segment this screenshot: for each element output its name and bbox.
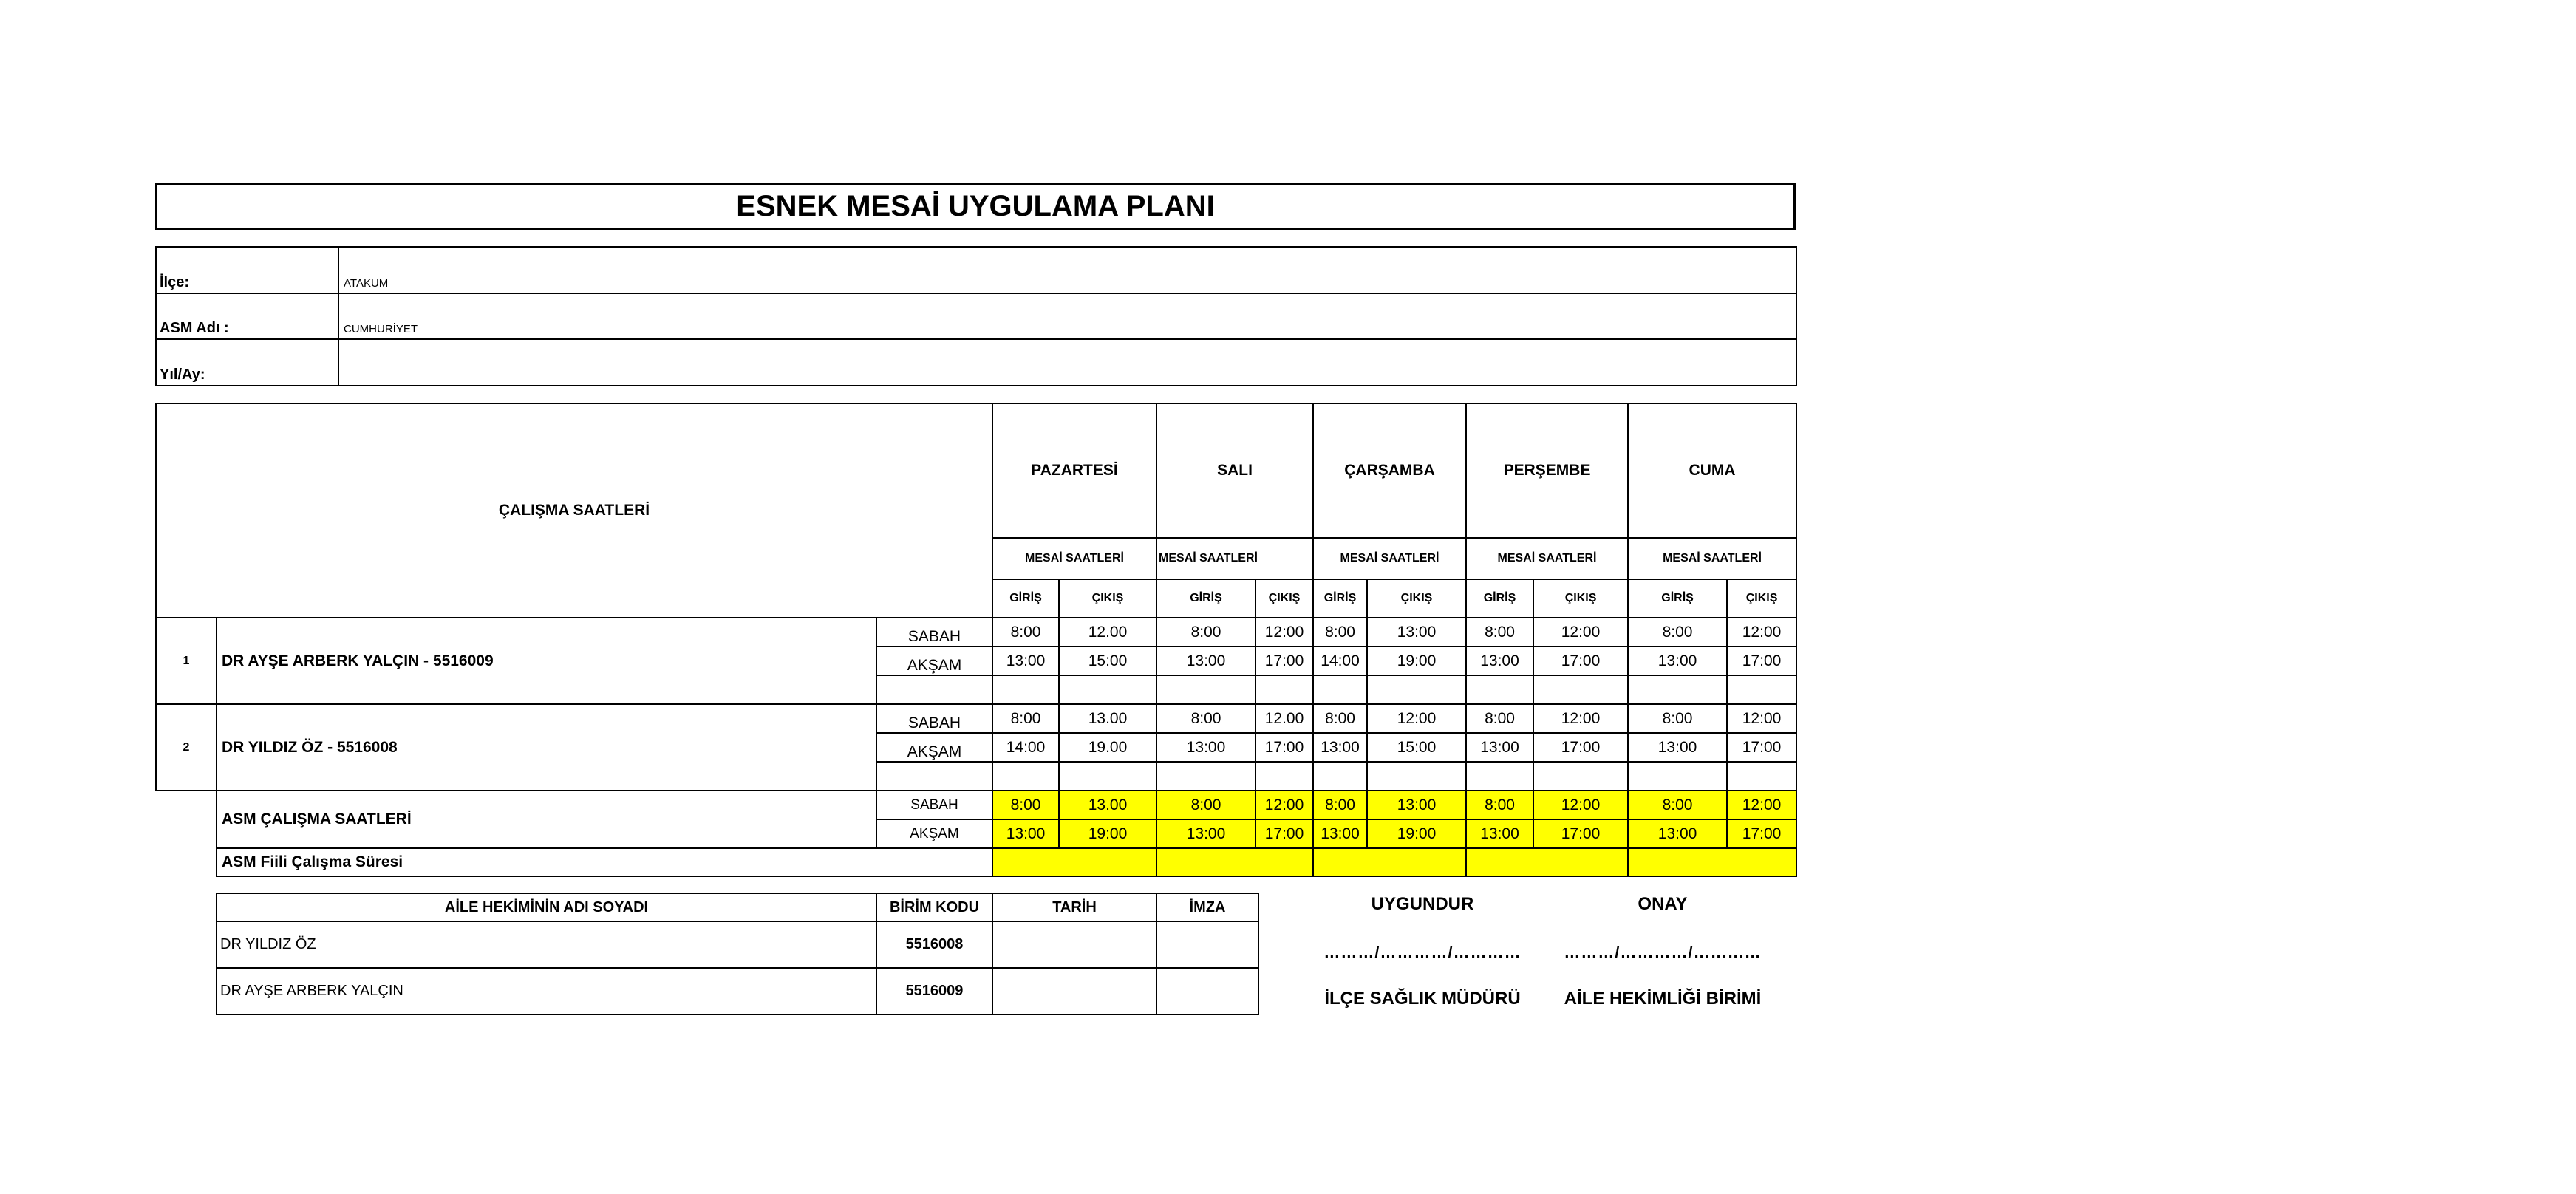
mesai-label: MESAİ SAATLERİ bbox=[1466, 538, 1628, 579]
time-cell: 8:00 bbox=[1156, 704, 1255, 733]
time-cell: 8:00 bbox=[1313, 704, 1367, 733]
time-cell: 13:00 bbox=[1628, 733, 1727, 762]
asm-time-cell: 8:00 bbox=[992, 791, 1059, 819]
asm-time-cell: 13:00 bbox=[992, 819, 1059, 848]
day-cuma: CUMA bbox=[1628, 403, 1796, 538]
time-cell: 19.00 bbox=[1059, 733, 1156, 762]
asm-time-cell: 8:00 bbox=[1466, 791, 1533, 819]
doctor-2-sabah-row bbox=[156, 704, 1796, 733]
asm-fiili-label: ASM Fiili Çalışma Süresi bbox=[217, 848, 992, 876]
time-cell: 19:00 bbox=[1367, 647, 1466, 675]
cikis-label: ÇIKIŞ bbox=[1533, 579, 1628, 618]
signature-row bbox=[217, 968, 1258, 1014]
day-sali: SALI bbox=[1156, 403, 1313, 538]
time-cell: 17:00 bbox=[1727, 733, 1796, 762]
time-cell: 8:00 bbox=[1628, 704, 1727, 733]
info-table bbox=[155, 246, 1797, 386]
aksam-label: AKŞAM bbox=[876, 647, 992, 675]
cikis-label: ÇIKIŞ bbox=[1367, 579, 1466, 618]
asm-sabah-row bbox=[156, 791, 1796, 819]
asm-label: ASM Adı : bbox=[156, 293, 338, 339]
time-cell: 12:00 bbox=[1255, 618, 1313, 647]
birim-kodu: 5516008 bbox=[876, 921, 992, 968]
asm-time-cell: 8:00 bbox=[1156, 791, 1255, 819]
time-cell: 14:00 bbox=[1313, 647, 1367, 675]
aksam-label: AKŞAM bbox=[876, 733, 992, 762]
asm-time-cell: 13:00 bbox=[1628, 819, 1727, 848]
calisma-saatleri-header: ÇALIŞMA SAATLERİ bbox=[156, 403, 992, 618]
yil-value bbox=[338, 339, 1796, 386]
time-cell: 13:00 bbox=[1156, 647, 1255, 675]
asm-time-cell: 13:00 bbox=[1367, 791, 1466, 819]
asm-time-cell: 12:00 bbox=[1533, 791, 1628, 819]
time-cell: 8:00 bbox=[1628, 618, 1727, 647]
doctor-number: 1 bbox=[156, 618, 217, 704]
schedule-table bbox=[155, 403, 1797, 877]
giris-label: GİRİŞ bbox=[1466, 579, 1533, 618]
doctor-name: DR YILDIZ ÖZ bbox=[217, 921, 876, 968]
time-cell: 13:00 bbox=[1466, 733, 1533, 762]
aksam-label: AKŞAM bbox=[876, 819, 992, 848]
asm-time-cell: 19:00 bbox=[1367, 819, 1466, 848]
time-cell: 12:00 bbox=[1367, 704, 1466, 733]
birim-label: AİLE HEKİMLİĞİ BİRİMİ bbox=[1564, 989, 1762, 1009]
asm-fiili-row bbox=[156, 848, 1796, 876]
mesai-label: MESAİ SAATLERİ bbox=[1313, 538, 1466, 579]
asm-time-cell: 19:00 bbox=[1059, 819, 1156, 848]
time-cell: 13:00 bbox=[1628, 647, 1727, 675]
ilce-value: ATAKUM bbox=[338, 247, 1796, 293]
doctor-name: DR AYŞE ARBERK YALÇIN bbox=[217, 968, 876, 1014]
giris-label: GİRİŞ bbox=[1628, 579, 1727, 618]
time-cell: 17:00 bbox=[1255, 733, 1313, 762]
time-cell: 17:00 bbox=[1533, 647, 1628, 675]
cikis-label: ÇIKIŞ bbox=[1727, 579, 1796, 618]
mesai-label: MESAİ SAATLERİ bbox=[992, 538, 1156, 579]
tarih-field[interactable] bbox=[992, 968, 1156, 1014]
doctor-name: DR YILDIZ ÖZ - 5516008 bbox=[217, 704, 876, 791]
doctor-name: DR AYŞE ARBERK YALÇIN - 5516009 bbox=[217, 618, 876, 704]
asm-time-cell: 12:00 bbox=[1255, 791, 1313, 819]
day-persembe: PERŞEMBE bbox=[1466, 403, 1628, 538]
tarih-field[interactable] bbox=[992, 921, 1156, 968]
time-cell: 12:00 bbox=[1727, 704, 1796, 733]
date-line-onay: ………/…………/………… bbox=[1564, 943, 1762, 961]
time-cell: 8:00 bbox=[1466, 618, 1533, 647]
asm-time-cell: 8:00 bbox=[1628, 791, 1727, 819]
signature-table bbox=[216, 893, 1259, 1015]
asm-time-cell: 12:00 bbox=[1727, 791, 1796, 819]
day-carsamba: ÇARŞAMBA bbox=[1313, 403, 1466, 538]
time-cell: 14:00 bbox=[992, 733, 1059, 762]
giris-label: GİRİŞ bbox=[992, 579, 1059, 618]
asm-time-cell: 17:00 bbox=[1533, 819, 1628, 848]
time-cell: 12:00 bbox=[1533, 704, 1628, 733]
date-line-uygundur: ………/…………/………… bbox=[1323, 943, 1522, 961]
ilce-mudur-label: İLÇE SAĞLIK MÜDÜRÜ bbox=[1324, 989, 1521, 1009]
time-cell: 8:00 bbox=[992, 704, 1059, 733]
time-cell: 8:00 bbox=[992, 618, 1059, 647]
uygundur-label: UYGUNDUR bbox=[1371, 894, 1474, 914]
time-cell: 12.00 bbox=[1059, 618, 1156, 647]
onay-label: ONAY bbox=[1638, 894, 1688, 914]
sabah-label: SABAH bbox=[876, 791, 992, 819]
time-cell: 12:00 bbox=[1533, 618, 1628, 647]
time-cell: 12.00 bbox=[1255, 704, 1313, 733]
asm-time-cell: 17:00 bbox=[1255, 819, 1313, 848]
imza-field[interactable] bbox=[1156, 968, 1258, 1014]
mesai-label: MESAİ SAATLERİ bbox=[1628, 538, 1796, 579]
doctor-1-sabah-row bbox=[156, 618, 1796, 647]
time-cell: 13:00 bbox=[1156, 733, 1255, 762]
time-cell: 15:00 bbox=[1059, 647, 1156, 675]
asm-time-cell: 13.00 bbox=[1059, 791, 1156, 819]
asm-calisma-label: ASM ÇALIŞMA SAATLERİ bbox=[217, 791, 876, 848]
time-cell: 17:00 bbox=[1727, 647, 1796, 675]
time-cell: 13.00 bbox=[1059, 704, 1156, 733]
time-cell: 8:00 bbox=[1156, 618, 1255, 647]
sabah-label: SABAH bbox=[876, 704, 992, 733]
signature-row bbox=[217, 921, 1258, 968]
time-cell: 12:00 bbox=[1727, 618, 1796, 647]
time-cell: 13:00 bbox=[1367, 618, 1466, 647]
sabah-label: SABAH bbox=[876, 618, 992, 647]
time-cell: 13:00 bbox=[992, 647, 1059, 675]
time-cell: 15:00 bbox=[1367, 733, 1466, 762]
col-header-birim: BİRİM KODU bbox=[876, 893, 992, 921]
doctor-number: 2 bbox=[156, 704, 217, 791]
ilce-label: İlçe: bbox=[156, 247, 338, 293]
page-title: ESNEK MESAİ UYGULAMA PLANI bbox=[155, 183, 1796, 230]
time-cell: 8:00 bbox=[1313, 618, 1367, 647]
time-cell: 13:00 bbox=[1313, 733, 1367, 762]
mesai-label: MESAİ SAATLERİ bbox=[1156, 538, 1313, 579]
time-cell: 8:00 bbox=[1466, 704, 1533, 733]
birim-kodu: 5516009 bbox=[876, 968, 992, 1014]
yil-label: Yıl/Ay: bbox=[156, 339, 338, 386]
time-cell: 13:00 bbox=[1466, 647, 1533, 675]
cikis-label: ÇIKIŞ bbox=[1059, 579, 1156, 618]
cikis-label: ÇIKIŞ bbox=[1255, 579, 1313, 618]
time-cell: 17:00 bbox=[1255, 647, 1313, 675]
col-header-name: AİLE HEKİMİNİN ADI SOYADI bbox=[217, 893, 876, 921]
time-cell: 17:00 bbox=[1533, 733, 1628, 762]
imza-field[interactable] bbox=[1156, 921, 1258, 968]
giris-label: GİRİŞ bbox=[1313, 579, 1367, 618]
day-pazartesi: PAZARTESİ bbox=[992, 403, 1156, 538]
giris-label: GİRİŞ bbox=[1156, 579, 1255, 618]
asm-value: CUMHURİYET bbox=[338, 293, 1796, 339]
col-header-imza: İMZA bbox=[1156, 893, 1258, 921]
asm-time-cell: 13:00 bbox=[1156, 819, 1255, 848]
asm-time-cell: 17:00 bbox=[1727, 819, 1796, 848]
asm-time-cell: 13:00 bbox=[1466, 819, 1533, 848]
col-header-tarih: TARİH bbox=[992, 893, 1156, 921]
asm-time-cell: 13:00 bbox=[1313, 819, 1367, 848]
asm-time-cell: 8:00 bbox=[1313, 791, 1367, 819]
